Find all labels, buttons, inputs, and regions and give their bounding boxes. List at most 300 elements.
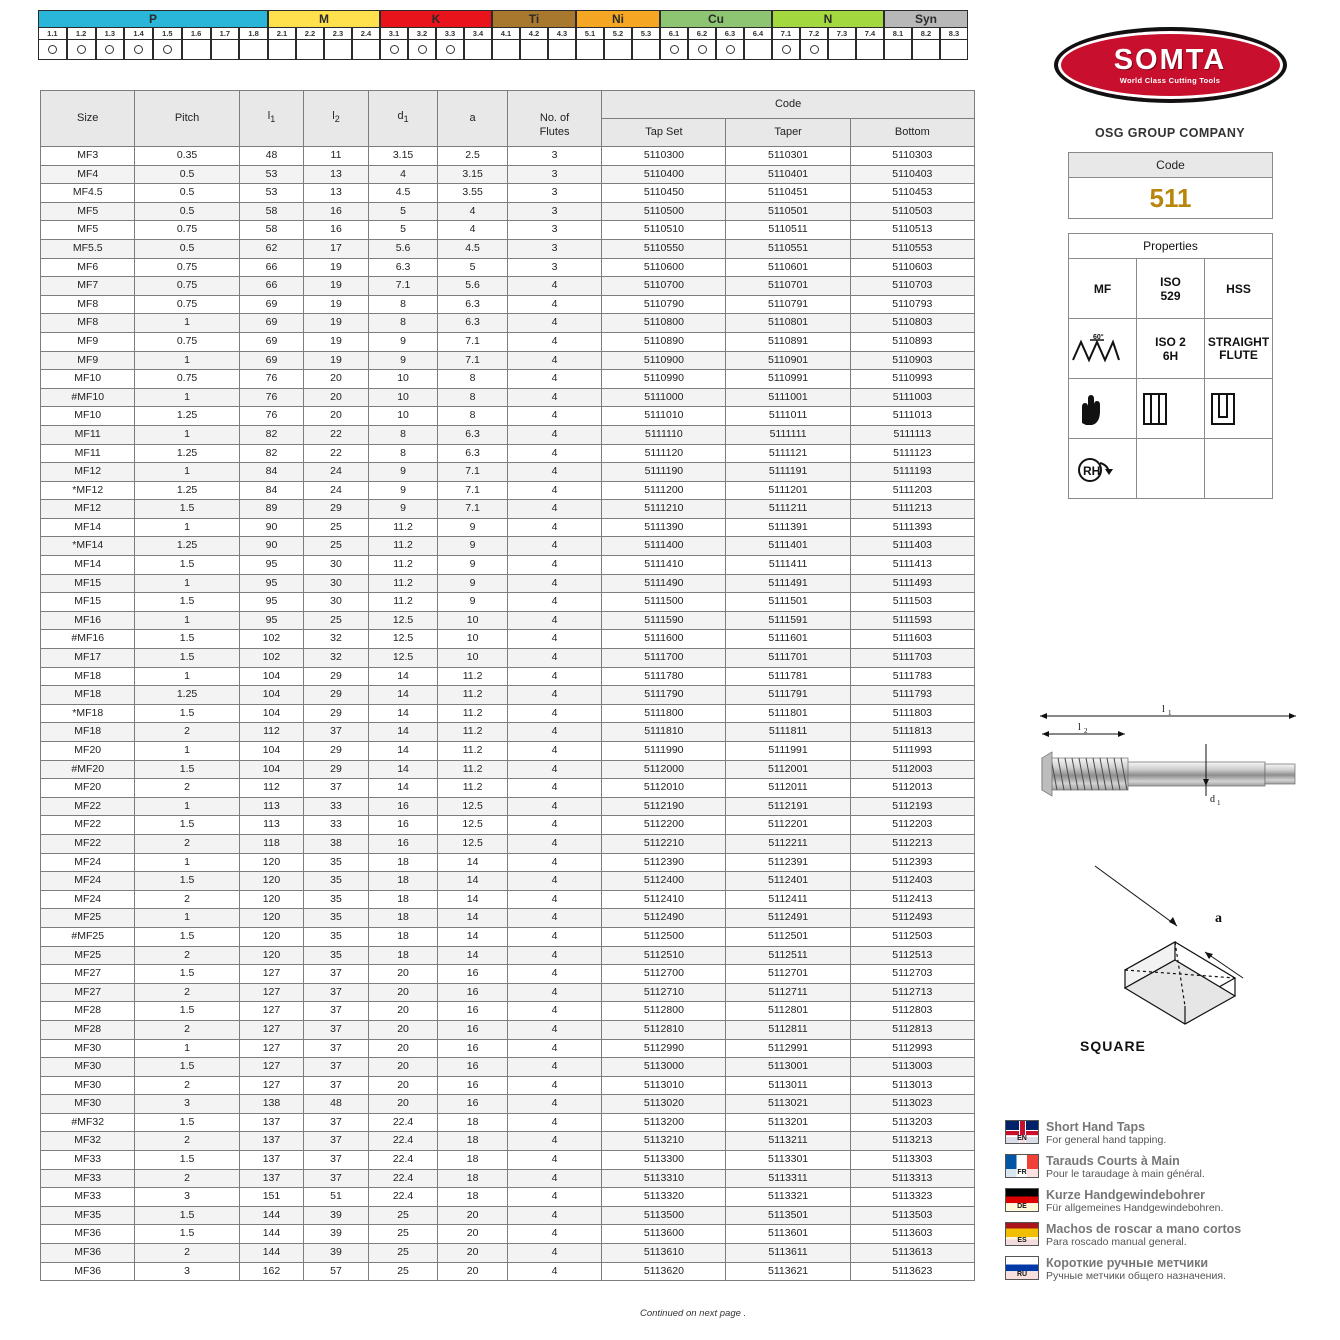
cell-d1: 16: [368, 797, 438, 816]
cell-pitch: 1.25: [135, 444, 239, 463]
cell-bottom: 5111193: [850, 463, 974, 482]
cell-pitch: 1.5: [135, 1002, 239, 1021]
cell-d1: 11.2: [368, 556, 438, 575]
cell-bottom: 5112703: [850, 965, 974, 984]
cell-l1: 112: [239, 723, 304, 742]
cell-a: 18: [438, 1132, 508, 1151]
cell-bottom: 5112513: [850, 946, 974, 965]
cell-l2: 37: [304, 1039, 369, 1058]
cell-l1: 104: [239, 704, 304, 723]
cell-l1: 137: [239, 1151, 304, 1170]
cell-pitch: 1: [135, 314, 239, 333]
language-row-en: [1005, 1120, 1335, 1147]
flag-code-label: EN: [1006, 1135, 1038, 1143]
cell-pitch: 1.5: [135, 1151, 239, 1170]
prop-hand-icon: [1069, 379, 1137, 439]
cell-d1: 9: [368, 463, 438, 482]
cell-d1: 5.6: [368, 239, 438, 258]
cell-l2: 37: [304, 983, 369, 1002]
cell-l1: 66: [239, 277, 304, 296]
table-row: [41, 481, 975, 500]
cell-tapset: 5110790: [602, 295, 726, 314]
cell-flutes: 4: [507, 704, 601, 723]
cell-bottom: 5112803: [850, 1002, 974, 1021]
cell-a: 8: [438, 407, 508, 426]
cell-tapset: 5110890: [602, 332, 726, 351]
cell-flutes: 4: [507, 1039, 601, 1058]
cell-bottom: 5112013: [850, 779, 974, 798]
cell-l2: 37: [304, 779, 369, 798]
material-dot-3.3: [436, 40, 464, 60]
table-row: [41, 965, 975, 984]
cell-d1: 5: [368, 221, 438, 240]
cell-a: 16: [438, 1076, 508, 1095]
cell-a: 11.2: [438, 667, 508, 686]
cell-a: 7.1: [438, 332, 508, 351]
cell-taper: 5113021: [726, 1095, 850, 1114]
cell-l1: 112: [239, 779, 304, 798]
cell-a: 7.1: [438, 500, 508, 519]
cell-tapset: 5110510: [602, 221, 726, 240]
cell-l2: 35: [304, 946, 369, 965]
material-subgroup-5.1: 5.1: [576, 28, 604, 40]
cell-l2: 11: [304, 147, 369, 166]
flag-code-label: FR: [1006, 1169, 1038, 1177]
cell-tapset: 5110600: [602, 258, 726, 277]
table-row: [41, 1188, 975, 1207]
cell-a: 9: [438, 574, 508, 593]
cell-l2: 37: [304, 1169, 369, 1188]
cell-a: 14: [438, 946, 508, 965]
cell-size: MF12: [41, 500, 135, 519]
cell-size: MF36: [41, 1262, 135, 1281]
cell-bottom: 5112203: [850, 816, 974, 835]
cell-size: MF36: [41, 1244, 135, 1263]
col-tapset: Tap Set: [602, 119, 726, 147]
cell-d1: 9: [368, 332, 438, 351]
cell-a: 10: [438, 611, 508, 630]
cell-taper: 5111191: [726, 463, 850, 482]
cell-taper: 5111601: [726, 630, 850, 649]
material-group-bar: [38, 10, 1018, 60]
cell-tapset: 5110800: [602, 314, 726, 333]
cell-tapset: 5111110: [602, 425, 726, 444]
cell-a: 12.5: [438, 834, 508, 853]
cell-l2: 16: [304, 202, 369, 221]
table-row: [41, 1002, 975, 1021]
table-row: [41, 704, 975, 723]
cell-taper: 5110991: [726, 370, 850, 389]
table-row: [41, 872, 975, 891]
material-subgroup-7.4: 7.4: [856, 28, 884, 40]
cell-d1: 11.2: [368, 537, 438, 556]
cell-d1: 18: [368, 890, 438, 909]
cell-d1: 8: [368, 425, 438, 444]
cell-taper: 5111001: [726, 388, 850, 407]
cell-tapset: 5113310: [602, 1169, 726, 1188]
cell-bottom: 5113313: [850, 1169, 974, 1188]
cell-taper: 5112511: [726, 946, 850, 965]
cell-l1: 69: [239, 351, 304, 370]
material-dot-1.7: [211, 40, 240, 60]
flag-icon-fr: [1005, 1154, 1039, 1178]
cell-size: MF30: [41, 1058, 135, 1077]
cell-size: MF30: [41, 1095, 135, 1114]
cell-flutes: 4: [507, 1132, 601, 1151]
cell-taper: 5110401: [726, 165, 850, 184]
table-row: [41, 277, 975, 296]
cell-flutes: 4: [507, 667, 601, 686]
cell-taper: 5111801: [726, 704, 850, 723]
cell-d1: 25: [368, 1225, 438, 1244]
svg-text:2: 2: [1084, 727, 1088, 735]
cell-l2: 30: [304, 574, 369, 593]
cell-bottom: 5111503: [850, 593, 974, 612]
language-title: Kurze Handgewindebohrer: [1046, 1188, 1206, 1202]
cell-size: MF9: [41, 332, 135, 351]
cell-flutes: 4: [507, 351, 601, 370]
language-text: [1046, 1222, 1335, 1249]
cell-size: MF33: [41, 1151, 135, 1170]
material-dot-2.3: [324, 40, 352, 60]
cell-l2: 29: [304, 667, 369, 686]
cell-pitch: 2: [135, 1169, 239, 1188]
svg-text:l: l: [1162, 704, 1165, 715]
table-row: [41, 165, 975, 184]
cell-a: 9: [438, 537, 508, 556]
cell-tapset: 5113000: [602, 1058, 726, 1077]
cell-size: MF32: [41, 1132, 135, 1151]
material-dot-2.4: [352, 40, 380, 60]
cell-l1: 95: [239, 556, 304, 575]
language-title: Tarauds Courts à Main: [1046, 1154, 1180, 1168]
table-row: [41, 370, 975, 389]
cell-flutes: 4: [507, 556, 601, 575]
cell-l1: 127: [239, 1058, 304, 1077]
material-dot-5.3: [632, 40, 660, 60]
cell-tapset: 5111800: [602, 704, 726, 723]
cell-tapset: 5110900: [602, 351, 726, 370]
cell-a: 14: [438, 927, 508, 946]
col-code-group: Code: [602, 91, 975, 119]
cell-tapset: 5112510: [602, 946, 726, 965]
cell-bottom: 5110503: [850, 202, 974, 221]
cell-size: MF3: [41, 147, 135, 166]
cell-tapset: 5111500: [602, 593, 726, 612]
flag-icon-en: [1005, 1120, 1039, 1144]
material-dot-6.1: [660, 40, 688, 60]
cell-pitch: 1.5: [135, 630, 239, 649]
material-subgroup-5.2: 5.2: [604, 28, 632, 40]
cell-size: MF18: [41, 723, 135, 742]
cell-l2: 19: [304, 277, 369, 296]
cell-l2: 19: [304, 314, 369, 333]
cell-d1: 4: [368, 165, 438, 184]
material-dot-1.3: [96, 40, 125, 60]
cell-a: 7.1: [438, 463, 508, 482]
cell-l2: 19: [304, 351, 369, 370]
col-bottom: Bottom: [850, 119, 974, 147]
applicability-dot: [105, 45, 114, 54]
cell-flutes: 4: [507, 407, 601, 426]
cell-flutes: 4: [507, 909, 601, 928]
cell-bottom: 5111703: [850, 649, 974, 668]
cell-size: MF25: [41, 909, 135, 928]
cell-bottom: 5111113: [850, 425, 974, 444]
cell-d1: 18: [368, 909, 438, 928]
cell-a: 11.2: [438, 760, 508, 779]
material-subgroup-6.4: 6.4: [744, 28, 772, 40]
cell-d1: 14: [368, 704, 438, 723]
table-row: [41, 649, 975, 668]
table-row: [41, 927, 975, 946]
cell-a: 11.2: [438, 779, 508, 798]
cell-size: #MF16: [41, 630, 135, 649]
cell-tapset: 5113500: [602, 1206, 726, 1225]
cell-size: MF16: [41, 611, 135, 630]
cell-flutes: 4: [507, 611, 601, 630]
cell-flutes: 4: [507, 630, 601, 649]
cell-bottom: 5111013: [850, 407, 974, 426]
prop-thread-profile-icon: [1069, 319, 1137, 379]
table-row: [41, 779, 975, 798]
cell-l1: 82: [239, 425, 304, 444]
cell-tapset: 5110400: [602, 165, 726, 184]
cell-pitch: 2: [135, 1076, 239, 1095]
material-subgroup-8.3: 8.3: [940, 28, 968, 40]
cell-tapset: 5112410: [602, 890, 726, 909]
cell-pitch: 3: [135, 1262, 239, 1281]
cell-l1: 90: [239, 537, 304, 556]
cell-taper: 5112501: [726, 927, 850, 946]
cell-d1: 14: [368, 779, 438, 798]
cell-a: 3.55: [438, 184, 508, 203]
cell-flutes: 4: [507, 1151, 601, 1170]
cell-d1: 4.5: [368, 184, 438, 203]
cell-taper: 5110551: [726, 239, 850, 258]
prop-straight-flute: STRAIGHT FLUTE: [1205, 319, 1273, 379]
cell-a: 9: [438, 556, 508, 575]
cell-bottom: 5113303: [850, 1151, 974, 1170]
cell-l1: 113: [239, 816, 304, 835]
material-dot-7.2: [800, 40, 828, 60]
cell-l2: 20: [304, 370, 369, 389]
cell-l1: 144: [239, 1225, 304, 1244]
cell-size: MF6: [41, 258, 135, 277]
cell-l2: 29: [304, 742, 369, 761]
cell-taper: 5113601: [726, 1225, 850, 1244]
cell-l1: 89: [239, 500, 304, 519]
cell-l1: 58: [239, 221, 304, 240]
cell-a: 7.1: [438, 481, 508, 500]
cell-bottom: 5112813: [850, 1020, 974, 1039]
cell-pitch: 1.5: [135, 1225, 239, 1244]
cell-tapset: 5113600: [602, 1225, 726, 1244]
cell-l2: 37: [304, 1058, 369, 1077]
cell-tapset: 5113320: [602, 1188, 726, 1207]
cell-size: MF8: [41, 314, 135, 333]
cell-d1: 10: [368, 407, 438, 426]
table-row: [41, 816, 975, 835]
cell-bottom: 5111993: [850, 742, 974, 761]
cell-flutes: 4: [507, 649, 601, 668]
cell-bottom: 5113023: [850, 1095, 974, 1114]
cell-l2: 48: [304, 1095, 369, 1114]
table-row: [41, 853, 975, 872]
applicability-dot: [670, 45, 679, 54]
prop-iso529: ISO 529: [1137, 259, 1205, 319]
cell-flutes: 4: [507, 314, 601, 333]
cell-tapset: 5112990: [602, 1039, 726, 1058]
cell-size: MF33: [41, 1188, 135, 1207]
cell-pitch: 1.5: [135, 1206, 239, 1225]
cell-d1: 9: [368, 500, 438, 519]
cell-tapset: 5112400: [602, 872, 726, 891]
prop-empty-2: [1205, 439, 1273, 499]
cell-l2: 29: [304, 704, 369, 723]
applicability-dot: [698, 45, 707, 54]
cell-d1: 20: [368, 1020, 438, 1039]
applicability-dot: [446, 45, 455, 54]
cell-l2: 25: [304, 518, 369, 537]
cell-a: 8: [438, 388, 508, 407]
prop-hss: HSS: [1205, 259, 1273, 319]
material-group-ti: Ti: [492, 10, 576, 28]
cell-l1: 127: [239, 965, 304, 984]
cell-bottom: 5112193: [850, 797, 974, 816]
material-subgroup-4.3: 4.3: [548, 28, 576, 40]
continued-note: Continued on next page .: [640, 1308, 747, 1319]
cell-flutes: 4: [507, 425, 601, 444]
flag-code-label: DE: [1006, 1203, 1038, 1211]
cell-pitch: 1: [135, 518, 239, 537]
cell-l2: 37: [304, 1076, 369, 1095]
cell-l1: 120: [239, 872, 304, 891]
cell-bottom: 5112003: [850, 760, 974, 779]
cell-bottom: 5113613: [850, 1244, 974, 1263]
material-dot-1.5: [153, 40, 182, 60]
cell-d1: 9: [368, 351, 438, 370]
cell-a: 3.15: [438, 165, 508, 184]
cell-tapset: 5112810: [602, 1020, 726, 1039]
cell-flutes: 4: [507, 277, 601, 296]
material-dot-6.3: [716, 40, 744, 60]
cell-taper: 5113301: [726, 1151, 850, 1170]
cell-bottom: 5113203: [850, 1113, 974, 1132]
cell-taper: 5112201: [726, 816, 850, 835]
cell-d1: 22.4: [368, 1169, 438, 1188]
cell-l1: 144: [239, 1206, 304, 1225]
table-row: [41, 1058, 975, 1077]
cell-taper: 5111781: [726, 667, 850, 686]
cell-pitch: 1.5: [135, 556, 239, 575]
cell-pitch: 3: [135, 1188, 239, 1207]
cell-d1: 25: [368, 1244, 438, 1263]
logo-oval: [1054, 27, 1287, 103]
material-dot-5.2: [604, 40, 632, 60]
cell-taper: 5113621: [726, 1262, 850, 1281]
cell-taper: 5112211: [726, 834, 850, 853]
cell-taper: 5113311: [726, 1169, 850, 1188]
cell-tapset: 5111700: [602, 649, 726, 668]
material-dot-6.2: [688, 40, 716, 60]
cell-a: 9: [438, 518, 508, 537]
flag-icon-de: [1005, 1188, 1039, 1212]
cell-a: 8: [438, 370, 508, 389]
material-subgroup-1.7: 1.7: [211, 28, 240, 40]
table-row: [41, 723, 975, 742]
cell-d1: 20: [368, 983, 438, 1002]
cell-bottom: 5110703: [850, 277, 974, 296]
table-row: [41, 537, 975, 556]
cell-size: MF9: [41, 351, 135, 370]
cell-taper: 5113321: [726, 1188, 850, 1207]
cell-taper: 5113201: [726, 1113, 850, 1132]
cell-l2: 39: [304, 1225, 369, 1244]
material-dot-7.3: [828, 40, 856, 60]
cell-pitch: 1.25: [135, 537, 239, 556]
cell-taper: 5111401: [726, 537, 850, 556]
material-dot-5.1: [576, 40, 604, 60]
cell-l1: 138: [239, 1095, 304, 1114]
cell-l1: 127: [239, 1076, 304, 1095]
cell-size: MF25: [41, 946, 135, 965]
code-box-value: 511: [1069, 178, 1273, 219]
cell-taper: 5112811: [726, 1020, 850, 1039]
cell-pitch: 1.25: [135, 407, 239, 426]
cell-l1: 120: [239, 853, 304, 872]
material-subgroup-3.1: 3.1: [380, 28, 408, 40]
svg-text:d: d: [1210, 794, 1215, 805]
cell-taper: 5112401: [726, 872, 850, 891]
cell-size: MF24: [41, 853, 135, 872]
cell-flutes: 4: [507, 779, 601, 798]
cell-d1: 6.3: [368, 258, 438, 277]
cell-taper: 5112391: [726, 853, 850, 872]
cell-flutes: 4: [507, 518, 601, 537]
cell-taper: 5112491: [726, 909, 850, 928]
table-row: [41, 202, 975, 221]
cell-bottom: 5111603: [850, 630, 974, 649]
cell-a: 11.2: [438, 686, 508, 705]
material-subgroup-7.3: 7.3: [828, 28, 856, 40]
cell-l2: 30: [304, 593, 369, 612]
cell-a: 16: [438, 1002, 508, 1021]
cell-a: 18: [438, 1151, 508, 1170]
cell-tapset: 5112190: [602, 797, 726, 816]
cell-taper: 5110801: [726, 314, 850, 333]
cell-pitch: 2: [135, 1020, 239, 1039]
cell-size: MF36: [41, 1225, 135, 1244]
language-text: [1046, 1256, 1335, 1283]
cell-pitch: 2: [135, 1244, 239, 1263]
material-applicability-dots: [38, 40, 1018, 60]
cell-size: MF30: [41, 1039, 135, 1058]
cell-d1: 22.4: [368, 1132, 438, 1151]
cell-l1: 102: [239, 649, 304, 668]
cell-flutes: 4: [507, 834, 601, 853]
cell-a: 18: [438, 1169, 508, 1188]
cell-l1: 82: [239, 444, 304, 463]
applicability-dot: [163, 45, 172, 54]
cell-pitch: 1.5: [135, 1058, 239, 1077]
cell-tapset: 5112710: [602, 983, 726, 1002]
cell-size: MF7: [41, 277, 135, 296]
cell-tapset: 5111590: [602, 611, 726, 630]
cell-bottom: 5111213: [850, 500, 974, 519]
col-size: Size: [41, 91, 135, 147]
applicability-dot: [390, 45, 399, 54]
